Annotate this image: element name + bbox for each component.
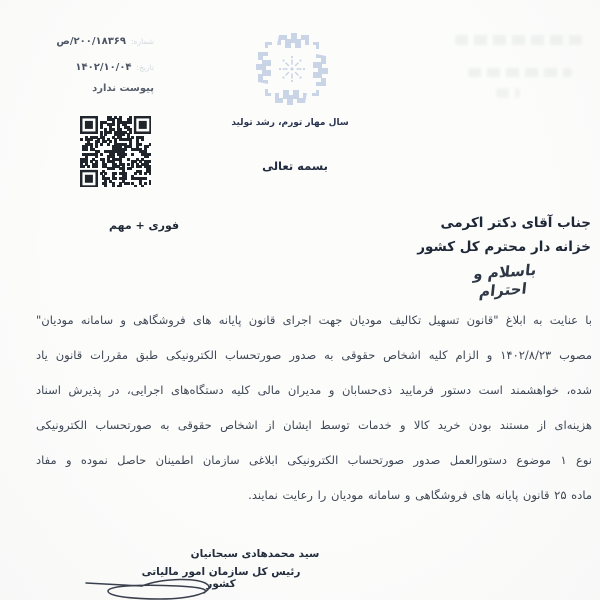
signatory-name: سید محمدهادی سبحانیان: [190, 548, 320, 560]
body-line: ماده ۲۵ قانون پایانه های فروشگاهی و سامانه مودیان را رعایت نمایند.: [248, 488, 592, 502]
signatory-title: رئیس کل سازمان امور مالیاتی کشور: [141, 566, 301, 590]
letter-date-label: تاریخ:: [136, 63, 154, 72]
priority-note: فوری + مهم: [108, 219, 180, 232]
body-line: با عنایت به ابلاغ "قانون تسهیل تکالیف مودیان جهت اجرای قانون پایانه های فروشگاهی و سامانه مودیان": [36, 313, 592, 327]
year-slogan: سال مهار تورم، رشد تولید: [231, 118, 349, 128]
besmellah-text: بسمه تعالی: [262, 159, 328, 173]
body-line: نوع ۱ موضوع دستورالعمل صدور صورتحساب الکترونیکی ابلاغی سازمان اطمینان حاصل نموده و مفاد: [36, 453, 592, 467]
qr-code: [80, 116, 151, 187]
body-line: مصوب ۱۴۰۲/۸/۲۳ و الزام کلیه اشخاص حقوقی به صدور صورتحساب الکترونیکی طبق مقررات قانون یاد: [36, 348, 592, 362]
faint-stamp-line: [455, 35, 587, 45]
letter-date-value: ۱۴۰۲/۱۰/۰۴: [75, 62, 132, 73]
letter-number-row: [52, 36, 154, 47]
recipient-name: جناب آقای دکتر اکرمی: [440, 215, 591, 231]
letter-attachment-row: [62, 83, 154, 94]
tax-organization-emblem-icon: [252, 28, 332, 110]
letter-body: [36, 303, 592, 513]
faint-stamp-line: [468, 68, 572, 77]
letter-number-label: شماره:: [131, 37, 154, 46]
signature-scribble-icon: [82, 572, 317, 602]
body-line: هزینه‌ای از مستند بودن خرید کالا و خدمات توسط ایشان از اشخاص حقوقی به صورتحساب الکترونیکی: [36, 418, 592, 432]
letter-date-row: [52, 62, 154, 73]
handwritten-greeting: باسلام و احترام: [472, 260, 538, 301]
body-line: شده، خواهشمند است دستور فرمایید ذی‌حسابان و مدیران مالی کلیه دستگاه‌های اجرایی، در پذیرش اسناد: [36, 383, 592, 397]
faint-stamp-line: [496, 88, 520, 98]
recipient-title: خزانه دار محترم کل کشور: [417, 239, 591, 255]
letter-number-value: ۲۰۰/۱۸۳۶۹/ص: [56, 36, 127, 47]
recipient-block: [417, 211, 591, 259]
letter-attachment-value: پیوست ندارد: [92, 83, 154, 94]
